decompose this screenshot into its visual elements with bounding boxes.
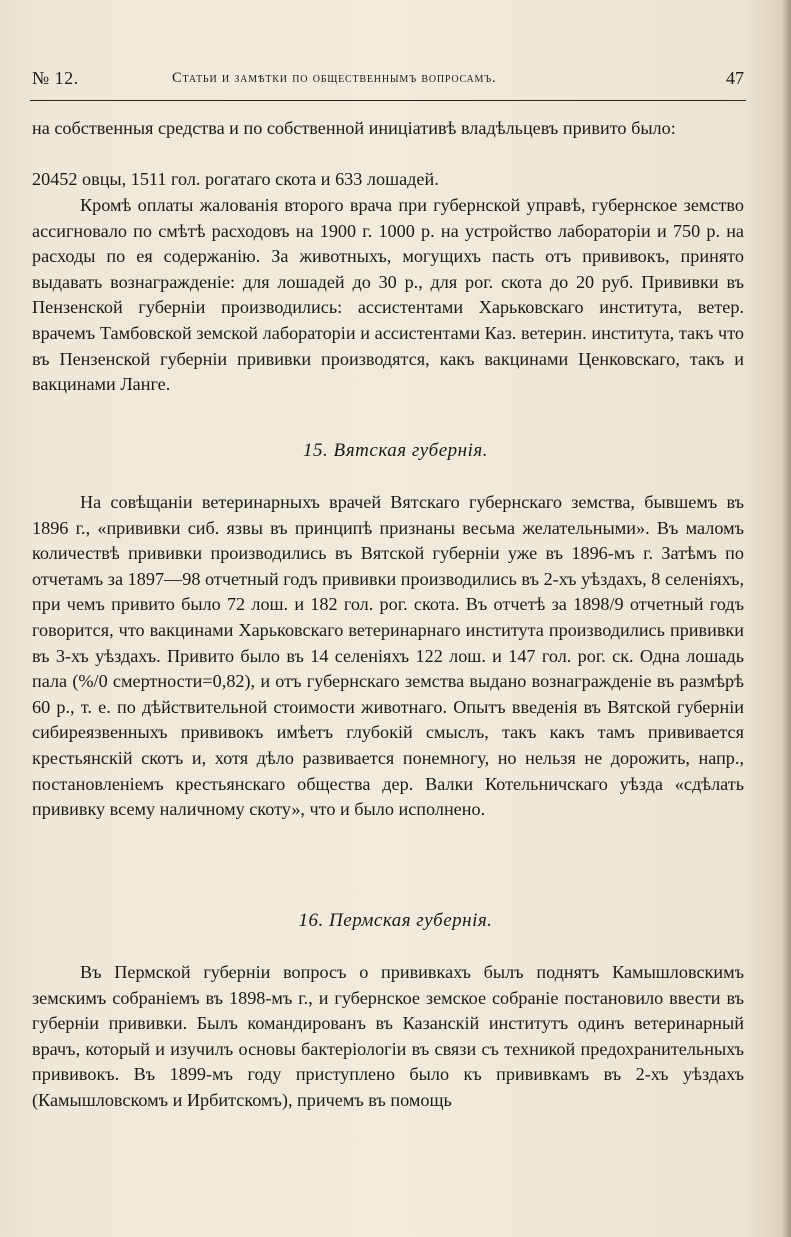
page-number: 47	[726, 68, 744, 88]
section-heading-15: 15. Вятская губернія.	[303, 440, 488, 461]
section-heading-16: 16. Пермская губернія.	[298, 910, 493, 931]
paragraph-3: Кромѣ оплаты жалованія второго врача при губернской управѣ, губернское земство ассигновало по смѣтѣ расходовъ на 1900 г. 1000 р. на устройство лабораторіи и 750 р. на расходы по ея содержанію. За животныхъ, могущихъ пасть отъ прививокъ, принято выдавать вознагражденіе: для лошадей до 30 р., для рог. скота до 20 руб. Прививки въ Пензенской губерніи производились: ассистентами Харьковскаго института, ветер. врачемъ Тамбовской земской лабораторіи и ассистентами Каз. ветерин. института, такъ что въ Пензенской губерніи прививки производятся, какъ вакцинами Ценковскаго, такъ и вакцинами Ланге.	[32, 195, 744, 395]
paragraph-5: Въ Пермской губерніи вопросъ о прививкахъ былъ поднятъ Камышловскимъ земскимъ собраніемъ въ 1898-мъ г., и губернское земское собраніе постановило ввести въ губерніи прививки. Былъ командированъ въ Казанскій институтъ одинъ ветеринарный врачъ, который и изучилъ основы бактеріологіи въ связи съ техникой предохранительныхъ прививокъ. Въ 1899-мъ году приступлено было къ прививкамъ въ 2-хъ уѣздахъ (Камышловскомъ и Ирбитскомъ), причемъ въ помощь	[32, 962, 744, 1110]
page-edge-shadow	[781, 0, 791, 1237]
issue-number: № 12.	[32, 68, 79, 88]
running-title: Статьи и замѣтки по общественнымъ вопросамъ.	[172, 70, 497, 86]
paragraph-1: на собственныя средства и по собственной иниціативѣ владѣльцевъ привито было:	[32, 118, 676, 138]
running-header	[32, 64, 744, 94]
paragraph-4: На совѣщаніи ветеринарныхъ врачей Вятскаго губернскаго земства, бывшемъ въ 1896 г., «прививки сиб. язвы въ принципѣ признаны весьма желательными». Въ маломъ количествѣ прививки производились въ Вятской губерніи уже въ 1896-мъ г. Затѣмъ по отчетамъ за 1897—98 отчетный годъ прививки производились въ 2-хъ уѣздахъ, 8 селеніяхъ, при чемъ привито было 72 лош. и 182 гол. рог. скота. Въ отчетѣ за 1898/9 отчетный годъ говорится, что вакцинами Харьковскаго ветеринарнаго института производились прививки въ 3-хъ уѣздахъ. Привито было въ 14 селеніяхъ 122 лош. и 147 гол. рог. ск. Одна лошадь пала (%/0 смертности=0,82), и отъ губернскаго земства выдано вознагражденіе въ размѣрѣ 60 р., т. е. по дѣйствительной стоимости животнаго. Опытъ введенія въ Вятской губерніи сибиреязвенныхъ прививокъ имѣетъ глубокій смыслъ, такъ какъ тамъ прививается крестьянскій скотъ и, хотя дѣло развивается понемногу, но нельзя не дорожить, напр., постановленіемъ крестьянскаго общества дер. Валки Котельничскаго уѣзда «сдѣлать прививку всему наличному скоту», что и было исполнено.	[32, 492, 744, 820]
header-rule	[30, 100, 746, 101]
paragraph-2: 20452 овцы, 1511 гол. рогатаго скота и 633 лошадей.	[32, 169, 439, 189]
